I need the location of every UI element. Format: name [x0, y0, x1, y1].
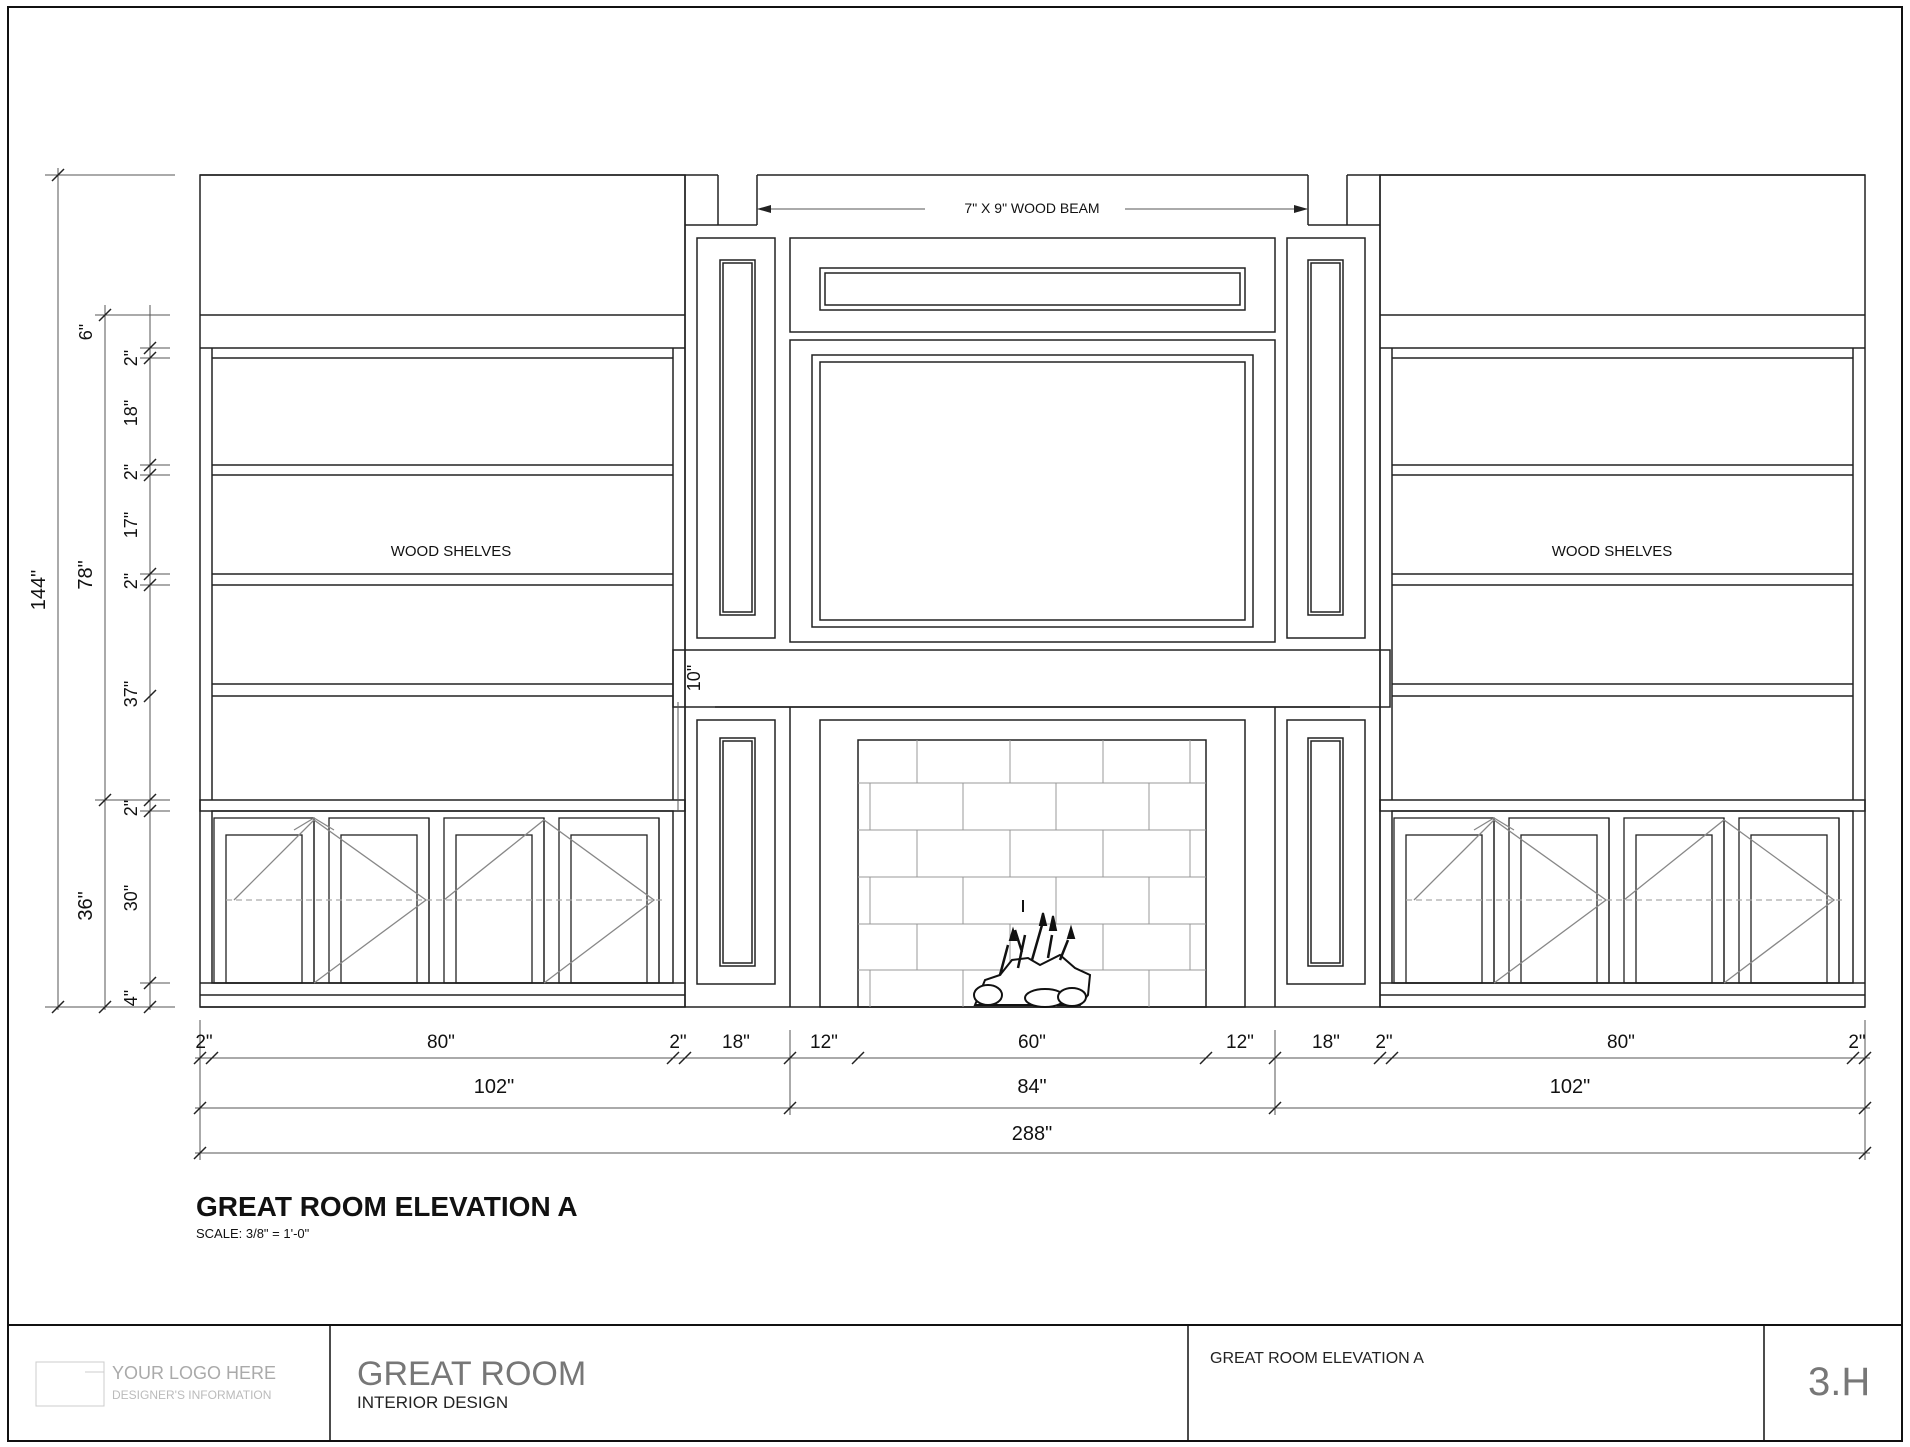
dim-shelf-4: 4"	[121, 989, 141, 1007]
hdim-18-left: 18"	[722, 1032, 750, 1053]
dim-shelf-2d: 2"	[121, 799, 141, 817]
hdim-60-center: 60"	[1018, 1032, 1046, 1053]
dim-lower-height: 36"	[75, 891, 97, 921]
project-subtitle: INTERIOR DESIGN	[357, 1393, 509, 1412]
fireplace-logs-icon	[974, 900, 1090, 1007]
sheet-title: GREAT ROOM ELEVATION A	[1210, 1350, 1424, 1367]
hdim-80-left: 80"	[427, 1032, 455, 1053]
dim-shelf-37: 37"	[121, 680, 141, 708]
mantel-dimension: 10"	[684, 664, 704, 692]
logo-text: YOUR LOGO HERE	[112, 1363, 277, 1383]
hdim-84-center: 84"	[1017, 1076, 1047, 1098]
drawing-scale: SCALE: 3/8" = 1'-0"	[196, 1226, 310, 1241]
project-name: GREAT ROOM	[357, 1355, 587, 1393]
hdim-288-overall: 288"	[1011, 1123, 1053, 1145]
drawing-title: GREAT ROOM ELEVATION A	[196, 1191, 578, 1222]
dim-overall-height: 144"	[28, 569, 50, 611]
hdim-102-right: 102"	[1549, 1076, 1591, 1098]
dim-upper-height: 78"	[75, 560, 97, 590]
hdim-2-left-b: 2"	[669, 1032, 687, 1053]
hdim-2-left-a: 2"	[195, 1032, 213, 1053]
dim-shelf-6: 6"	[76, 323, 96, 341]
dimension-lines	[45, 168, 1870, 1447]
sheet-number: 3.H	[1808, 1360, 1871, 1404]
hdim-102-left: 102"	[473, 1076, 515, 1098]
dim-shelf-30: 30"	[121, 884, 141, 912]
beam-label: 7" X 9" WOOD BEAM	[964, 200, 1100, 216]
shelves-left-label: WOOD SHELVES	[390, 543, 512, 560]
hdim-2-right-b: 2"	[1848, 1032, 1866, 1053]
dim-shelf-18: 18"	[121, 399, 141, 427]
hdim-18-right: 18"	[1312, 1032, 1340, 1053]
hdim-2-right-a: 2"	[1375, 1032, 1393, 1053]
dimension-ticks	[52, 169, 1871, 1159]
hdim-12-left: 12"	[810, 1032, 838, 1053]
dim-shelf-2b: 2"	[121, 463, 141, 481]
hdim-12-right: 12"	[1226, 1032, 1254, 1053]
designer-info-text: DESIGNER'S INFORMATION	[112, 1388, 272, 1402]
dim-shelf-17: 17"	[121, 511, 141, 539]
shelves-right-label: WOOD SHELVES	[1551, 543, 1673, 560]
logo-placeholder-box	[36, 1362, 104, 1406]
dim-shelf-2a: 2"	[121, 349, 141, 367]
dim-shelf-2c: 2"	[121, 572, 141, 590]
elevation-linework	[200, 175, 1865, 1007]
hdim-80-right: 80"	[1607, 1032, 1635, 1053]
